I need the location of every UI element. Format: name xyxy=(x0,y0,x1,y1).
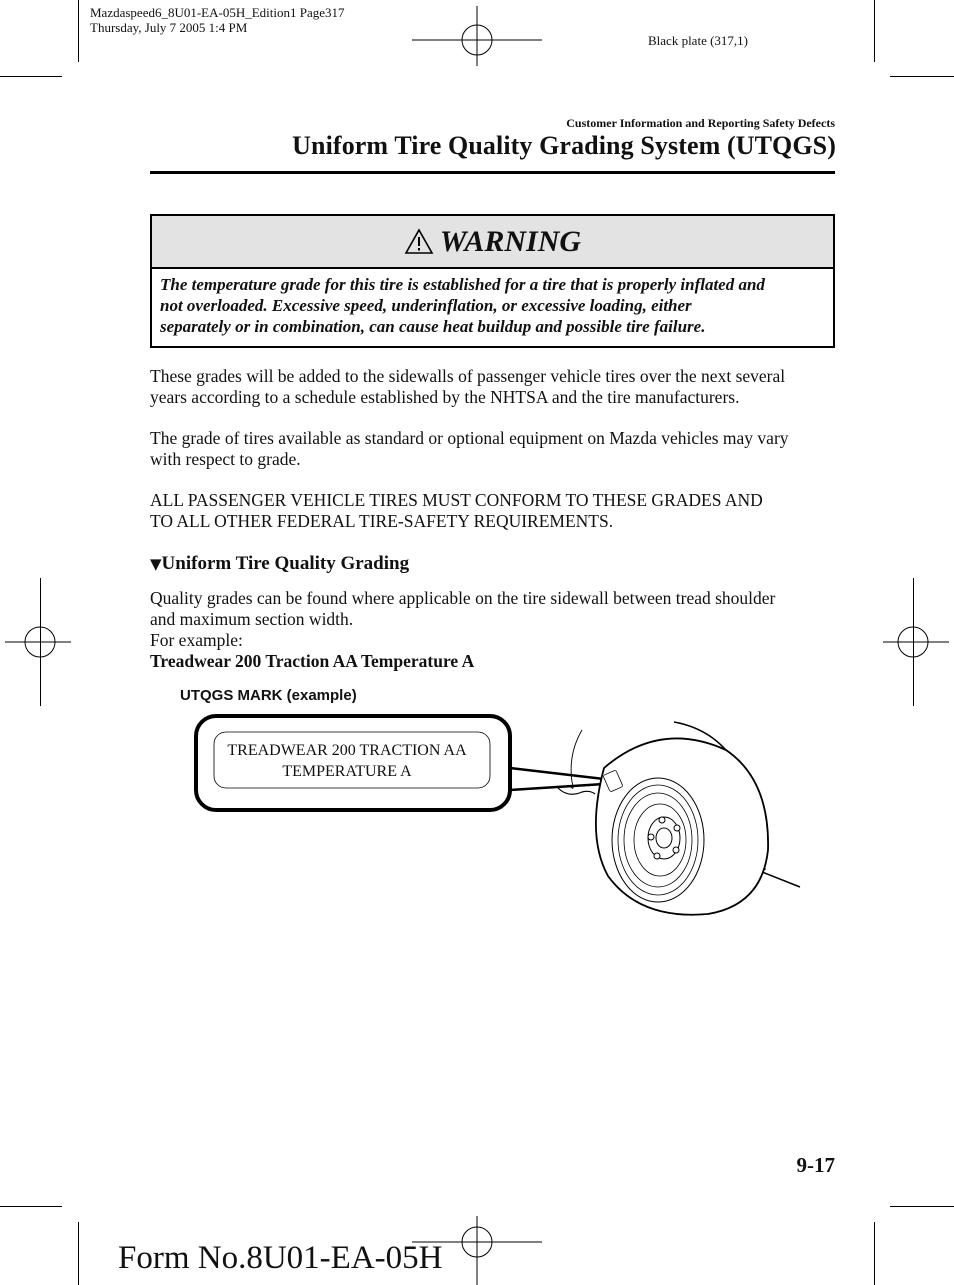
paragraph-grades-schedule xyxy=(150,366,785,408)
example-grade: Treadwear 200 Traction AA Temperature A xyxy=(150,651,475,671)
section-category: Customer Information and Reporting Safety Defects xyxy=(566,116,835,130)
warning-heading-text: WARNING xyxy=(439,224,582,258)
warning-text xyxy=(152,269,833,345)
utqgs-callout xyxy=(214,740,480,782)
paragraph-line: ALL PASSENGER VEHICLE TIRES MUST CONFORM TO THESE GRADES AND xyxy=(150,490,763,510)
figure-label: UTQGS MARK (example) xyxy=(180,687,357,704)
registration-target-icon xyxy=(412,6,542,66)
paragraph-line: years according to a schedule established by the NHTSA and the tire manufacturers. xyxy=(150,387,740,407)
subsection-title: Uniform Tire Quality Grading xyxy=(161,553,410,574)
file-line: Mazdaspeed6_8U01-EA-05H_Edition1 Page317 xyxy=(90,5,345,20)
paragraph-line: These grades will be added to the sidewalls of passenger vehicle tires over the next several xyxy=(150,366,786,386)
warning-line: The temperature grade for this tire is established for a tire that is properly inflated and xyxy=(160,275,765,294)
warning-line: not overloaded. Excessive speed, underinflation, or excessive loading, either xyxy=(160,296,692,315)
paragraph-line: For example: xyxy=(150,630,243,650)
plate-label: Black plate (317,1) xyxy=(648,33,748,48)
page-number: 9-17 xyxy=(796,1153,835,1177)
warning-heading xyxy=(152,216,833,269)
callout-line: TREADWEAR 200 TRACTION AA xyxy=(227,742,467,759)
page-title: Uniform Tire Quality Grading System (UTQGS) xyxy=(292,131,836,160)
date-line: Thursday, July 7 2005 1:4 PM xyxy=(90,20,248,35)
triangle-marker-icon: ▼ xyxy=(150,555,162,573)
warning-line: separately or in combination, can cause heat buildup and possible tire failure. xyxy=(160,317,706,336)
subsection-body xyxy=(150,588,775,672)
callout-line: TEMPERATURE A xyxy=(282,763,412,780)
print-header xyxy=(90,5,345,35)
title-rule xyxy=(150,171,835,174)
paragraph-line: with respect to grade. xyxy=(150,449,301,469)
registration-target-icon xyxy=(5,612,71,672)
subsection-heading xyxy=(150,553,409,575)
paragraph-conformance xyxy=(150,490,763,532)
form-number: Form No.8U01-EA-05H xyxy=(118,1240,443,1276)
paragraph-grade-availability xyxy=(150,428,789,470)
paragraph-line: TO ALL OTHER FEDERAL TIRE-SAFETY REQUIREMENTS. xyxy=(150,511,614,531)
registration-target-icon xyxy=(883,612,949,672)
paragraph-line: and maximum section width. xyxy=(150,609,354,629)
warning-box xyxy=(150,214,835,348)
paragraph-line: Quality grades can be found where applicable on the tire sidewall between tread shoulder xyxy=(150,588,776,608)
warning-triangle-icon xyxy=(404,228,434,255)
paragraph-line: The grade of tires available as standard or optional equipment on Mazda vehicles may vary xyxy=(150,428,789,448)
